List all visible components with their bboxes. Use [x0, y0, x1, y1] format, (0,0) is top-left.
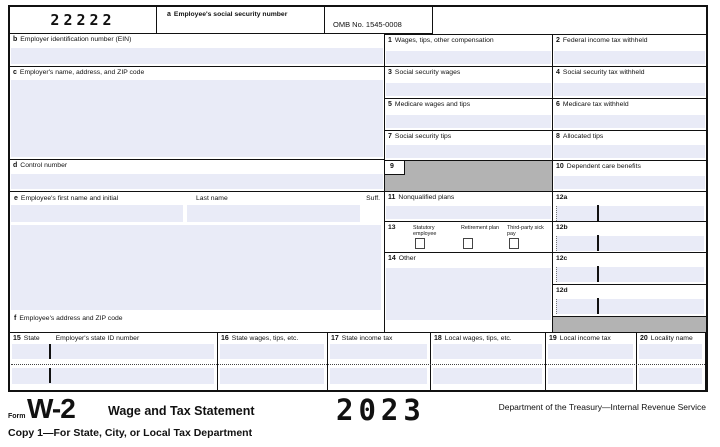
box-14-label	[388, 255, 416, 263]
box-12a	[553, 192, 706, 222]
box-5-label	[388, 101, 470, 109]
state-wages-row1-field[interactable]	[220, 344, 324, 359]
box-10-field[interactable]	[554, 176, 705, 189]
box-18-local-wages	[431, 333, 546, 390]
box-a-text: Employee's social security number	[173, 11, 288, 18]
box-1-number: 1	[388, 37, 392, 44]
box-6-medicare-tax	[553, 99, 706, 131]
box-c-employer-name	[10, 67, 385, 160]
box-4-label	[556, 69, 645, 77]
box-12d-field[interactable]	[556, 299, 704, 314]
form-code-box: 22222	[10, 7, 157, 34]
box-f-label	[14, 315, 123, 323]
box-19-local-income-tax	[546, 333, 637, 390]
box-8-text: Allocated tips	[562, 133, 604, 140]
box-20-locality-name	[637, 333, 706, 390]
box-c-field[interactable]	[11, 80, 383, 157]
box-14-number: 14	[388, 255, 396, 262]
tax-year: 2023	[336, 393, 426, 427]
box-12c-number: 12c	[556, 255, 568, 262]
box-e-f-employee	[10, 192, 385, 333]
box-12b-divider	[597, 235, 599, 251]
box-f-number: f	[14, 315, 17, 322]
box-19-number: 19	[549, 335, 557, 342]
box-5-text: Medicare wages and tips	[394, 101, 471, 108]
box-a-label	[167, 11, 287, 19]
box-8-label	[556, 133, 603, 141]
box-c-number: c	[13, 69, 17, 76]
box-14-other	[385, 253, 553, 333]
box-7-text: Social security tips	[394, 133, 452, 140]
box-15-label	[13, 335, 139, 343]
box-c-label	[13, 69, 144, 77]
statutory-employee-checkbox[interactable]	[415, 238, 425, 249]
box-e-label	[14, 195, 118, 203]
box-14-text: Other	[398, 255, 416, 262]
local-wages-row1-field[interactable]	[433, 344, 542, 359]
box-16-number: 16	[221, 335, 229, 342]
box-6-field[interactable]	[554, 115, 705, 128]
box-16-state-wages	[218, 333, 328, 390]
box-17-state-income-tax	[328, 333, 431, 390]
box-20-number: 20	[640, 335, 648, 342]
box-7-field[interactable]	[386, 145, 551, 158]
box-11-label	[388, 194, 454, 202]
box-b-text: Employer identification number (EIN)	[20, 36, 132, 43]
box-12a-number: 12a	[556, 194, 568, 201]
box-e-number: e	[14, 195, 18, 202]
box-1-label	[388, 37, 494, 45]
box-1-text: Wages, tips, other compensation	[394, 37, 494, 44]
box-a-ssn[interactable]	[157, 7, 325, 34]
state-tax-row1-field[interactable]	[330, 344, 427, 359]
box-19-text: Local income tax	[559, 335, 611, 342]
state-section-dotted-divider	[11, 364, 705, 365]
box-2-field[interactable]	[554, 51, 705, 64]
box-8-number: 8	[556, 133, 560, 140]
box-b-label	[13, 36, 131, 44]
box-11-number: 11	[388, 194, 396, 201]
form-number: W-2	[27, 393, 75, 424]
box-4-number: 4	[556, 69, 560, 76]
box-12d-divider	[597, 298, 599, 314]
box-11-field[interactable]	[386, 206, 551, 219]
box-1-wages	[385, 34, 553, 67]
box-3-ss-wages	[385, 67, 553, 99]
third-party-sick-pay-label: Third-party sick pay	[507, 225, 544, 238]
box-7-ss-tips	[385, 131, 553, 161]
box-4-field[interactable]	[554, 83, 705, 96]
box-d-control-number	[10, 160, 385, 192]
box-15-id-text: Employer's state ID number	[55, 335, 140, 342]
box-14-field[interactable]	[386, 268, 551, 320]
box-5-number: 5	[388, 101, 392, 108]
box-4-text: Social security tax withheld	[562, 69, 645, 76]
box-4-ss-tax	[553, 67, 706, 99]
box-3-number: 3	[388, 69, 392, 76]
box-2-text: Federal income tax withheld	[562, 37, 648, 44]
box-16-label	[221, 335, 298, 343]
box-c-text: Employer's name, address, and ZIP code	[19, 69, 145, 76]
box-18-label	[434, 335, 512, 343]
w2-form	[8, 5, 708, 392]
copy-line: Copy 1—For State, City, or Local Tax Department	[8, 427, 253, 439]
box-b-field[interactable]	[11, 48, 383, 64]
box-10-text: Dependent care benefits	[566, 163, 641, 170]
box-7-label	[388, 133, 451, 141]
box-18-text: Local wages, tips, etc.	[444, 335, 512, 342]
statutory-employee-label: Statutory employee	[413, 225, 437, 238]
box-9-number: 9	[385, 161, 405, 175]
box-17-text: State income tax	[341, 335, 393, 342]
box-1-field[interactable]	[386, 51, 551, 64]
box-8-allocated-tips	[553, 131, 706, 161]
box-d-label	[13, 162, 67, 170]
box-8-field[interactable]	[554, 145, 705, 158]
box-2-label	[556, 37, 648, 45]
box-10-number: 10	[556, 163, 564, 170]
omb-number: OMB No. 1545-0008	[333, 20, 402, 29]
box-12d	[553, 285, 706, 317]
box-d-number: d	[13, 162, 18, 169]
box-11-text: Nonqualified plans	[398, 194, 455, 201]
box-d-field[interactable]	[11, 174, 383, 189]
box-b-number: b	[13, 36, 18, 43]
box-b-ein	[10, 34, 385, 67]
locality-row1-field[interactable]	[639, 344, 702, 359]
box-12a-field[interactable]	[556, 206, 704, 221]
omb-box	[325, 7, 433, 34]
box-19-label	[549, 335, 611, 343]
last-name-field[interactable]	[187, 205, 360, 222]
box-20-label	[640, 335, 693, 343]
box-e-text: Employee's first name and initial	[20, 195, 119, 202]
state-row2-field[interactable]	[12, 368, 214, 384]
agency-line: Department of the Treasury—Internal Revenue Service	[498, 402, 706, 412]
box-5-field[interactable]	[386, 115, 551, 128]
box-12c	[553, 253, 706, 285]
third-party-sick-pay-checkbox[interactable]	[509, 238, 519, 249]
form-word: Form	[8, 413, 26, 420]
box-15-state	[10, 333, 218, 390]
box-15-number: 15	[13, 335, 21, 342]
state-divider-tick-1	[49, 344, 51, 359]
box-12b-number: 12b	[556, 224, 568, 231]
box-17-number: 17	[331, 335, 339, 342]
box-6-label	[556, 101, 629, 109]
retirement-plan-checkbox[interactable]	[463, 238, 473, 249]
first-name-field[interactable]	[11, 205, 183, 222]
last-name-label: Last name	[196, 195, 228, 202]
box-3-text: Social security wages	[394, 69, 461, 76]
state-wages-row2-field[interactable]	[220, 368, 324, 384]
locality-row2-field[interactable]	[639, 368, 702, 384]
suffix-label: Suff.	[366, 195, 380, 202]
state-row1-field[interactable]	[12, 344, 214, 359]
local-wages-row2-field[interactable]	[433, 368, 542, 384]
box-12d-number: 12d	[556, 287, 568, 294]
employee-address-field[interactable]	[11, 225, 381, 310]
form-title: Wage and Tax Statement	[108, 404, 255, 418]
box-2-number: 2	[556, 37, 560, 44]
box-9-shaded	[385, 161, 553, 192]
box-13-number: 13	[388, 224, 396, 231]
state-tax-row2-field[interactable]	[330, 368, 427, 384]
box-12b-field[interactable]	[556, 236, 704, 251]
box-16-text: State wages, tips, etc.	[231, 335, 299, 342]
local-tax-row1-field[interactable]	[548, 344, 633, 359]
local-tax-row2-field[interactable]	[548, 368, 633, 384]
box-f-text: Employee's address and ZIP code	[19, 315, 123, 322]
box-12b	[553, 222, 706, 253]
box-10-dependent-care	[553, 161, 706, 192]
state-divider-tick-2	[49, 368, 51, 383]
box-3-field[interactable]	[386, 83, 551, 96]
box-13-checkboxes	[385, 222, 553, 253]
box-7-number: 7	[388, 133, 392, 140]
shaded-strip	[553, 317, 706, 333]
box-12c-field[interactable]	[556, 267, 704, 282]
box-5-medicare-wages	[385, 99, 553, 131]
box-17-label	[331, 335, 392, 343]
box-12a-divider	[597, 205, 599, 221]
box-12c-divider	[597, 266, 599, 282]
box-11-nonqualified-plans	[385, 192, 553, 222]
box-18-number: 18	[434, 335, 442, 342]
box-d-text: Control number	[20, 162, 68, 169]
box-3-label	[388, 69, 460, 77]
box-a-number: a	[167, 11, 171, 18]
box-10-label	[556, 163, 641, 171]
retirement-plan-label: Retirement plan	[461, 225, 500, 231]
box-6-text: Medicare tax withheld	[562, 101, 629, 108]
box-15-state-text: State	[23, 335, 40, 342]
box-6-number: 6	[556, 101, 560, 108]
box-2-federal-tax	[553, 34, 706, 67]
box-20-text: Locality name	[650, 335, 693, 342]
